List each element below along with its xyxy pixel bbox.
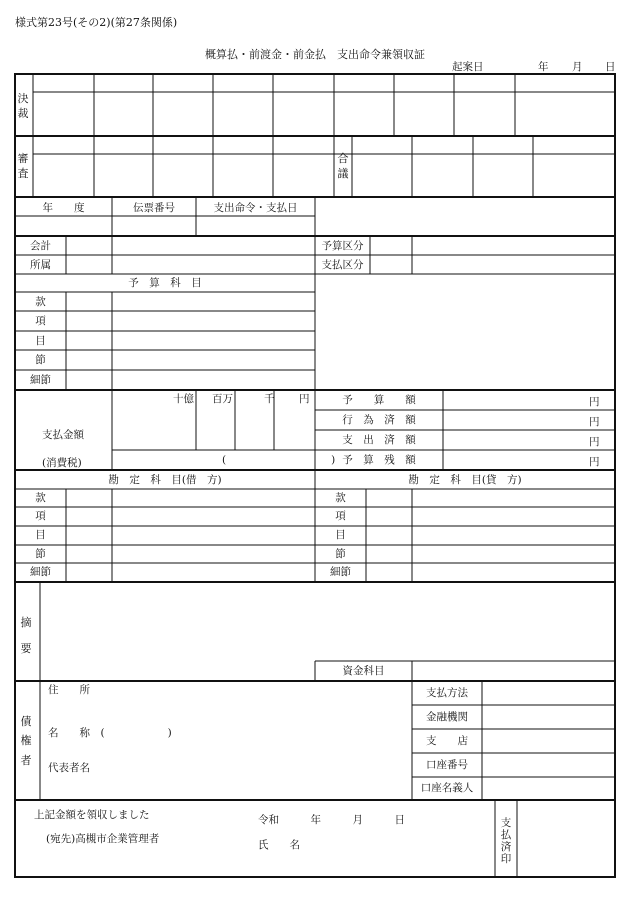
budget-setsu: 節 — [35, 354, 46, 366]
yosan-kubun-label: 予算区分 — [321, 240, 364, 252]
payment-method-label: 支払方法 — [426, 687, 468, 699]
yosan-gaku-label: 予 算 額 — [342, 394, 416, 406]
draft-year-label: 年 — [538, 61, 549, 73]
account-holder-label: 口座名義人 — [420, 782, 474, 794]
shiharai-date-header: 支出命令・支払日 — [213, 202, 298, 214]
creditor-label: 債権者 — [20, 715, 32, 767]
shozoku-label: 所属 — [30, 259, 51, 271]
credit-kan: 款 — [335, 492, 346, 504]
yen-1: 円 — [589, 396, 600, 408]
budget-saisetsu: 細節 — [30, 374, 51, 386]
form-title: 概算払・前渡金・前金払 支出命令兼領収証 — [205, 48, 425, 61]
draft-month-label: 月 — [572, 61, 583, 73]
debit-kan: 款 — [35, 492, 46, 504]
denpyo-header: 伝票番号 — [133, 202, 175, 214]
unit-sen: 千 — [264, 393, 275, 405]
budget-kou: 項 — [35, 315, 46, 327]
kaikei-label: 会計 — [30, 240, 51, 252]
yen-3: 円 — [589, 436, 600, 448]
debit-heading: 勘 定 科 目(借 方) — [108, 474, 222, 486]
koui-zumi-label: 行 為 済 額 — [342, 414, 416, 426]
debit-kou: 項 — [35, 510, 46, 522]
debit-saisetsu: 細節 — [30, 566, 51, 578]
receipt-name-label: 氏 名 — [258, 839, 300, 851]
shinsa-label: 審査 — [17, 152, 29, 180]
shishutsu-zumi-label: 支 出 済 額 — [342, 434, 416, 446]
shiharai-kubun-label: 支払区分 — [321, 259, 364, 271]
paid-stamp-label: 支払済印 — [500, 817, 512, 866]
tekiyou-label: 摘要 — [20, 616, 32, 656]
draft-date-label: 起案日 — [452, 61, 484, 73]
yen-4: 円 — [589, 456, 600, 468]
credit-heading: 勘 定 科 目(貸 方) — [408, 474, 522, 486]
bank-label: 金融機関 — [426, 711, 468, 723]
budget-moku: 目 — [35, 335, 46, 347]
account-number-label: 口座番号 — [426, 759, 468, 771]
debit-setsu: 節 — [35, 548, 46, 560]
receipt-text: 上記金額を領収しました — [34, 809, 150, 821]
gougi-label: 合議 — [337, 152, 349, 180]
debit-moku: 目 — [35, 529, 46, 541]
unit-hyakuman: 百万 — [212, 393, 233, 405]
credit-moku: 目 — [335, 529, 346, 541]
budget-kan: 款 — [35, 296, 46, 308]
yosan-zan-label: 予 算 残 額 — [342, 454, 416, 466]
draft-day-label: 日 — [605, 61, 616, 73]
fund-subject-label: 資金科目 — [342, 665, 385, 677]
tax-paren: ( ) — [222, 454, 336, 466]
budget-heading: 予 算 科 目 — [128, 277, 202, 289]
credit-saisetsu: 細節 — [330, 566, 351, 578]
representative-label: 代表者名 — [48, 762, 90, 774]
address-label: 住 所 — [48, 684, 90, 696]
nendo-header: 年 度 — [42, 202, 85, 214]
credit-kou: 項 — [335, 510, 346, 522]
unit-yen: 円 — [299, 393, 310, 405]
receipt-addressee: (宛先)高槻市企業管理者 — [46, 833, 160, 845]
kessai-label: 決裁 — [17, 92, 29, 120]
unit-jyuoku: 十億 — [173, 393, 194, 405]
credit-setsu: 節 — [335, 548, 346, 560]
form-number: 様式第23号(その2)(第27条関係) — [15, 16, 178, 29]
name-label: 名 称 ( ) — [48, 727, 172, 739]
payment-amount-label: 支払金額 — [42, 429, 84, 441]
tax-label: (消費税) — [42, 457, 82, 469]
receipt-date: 令和 年 月 日 — [258, 814, 405, 826]
yen-2: 円 — [589, 416, 600, 428]
branch-label: 支 店 — [426, 735, 468, 747]
